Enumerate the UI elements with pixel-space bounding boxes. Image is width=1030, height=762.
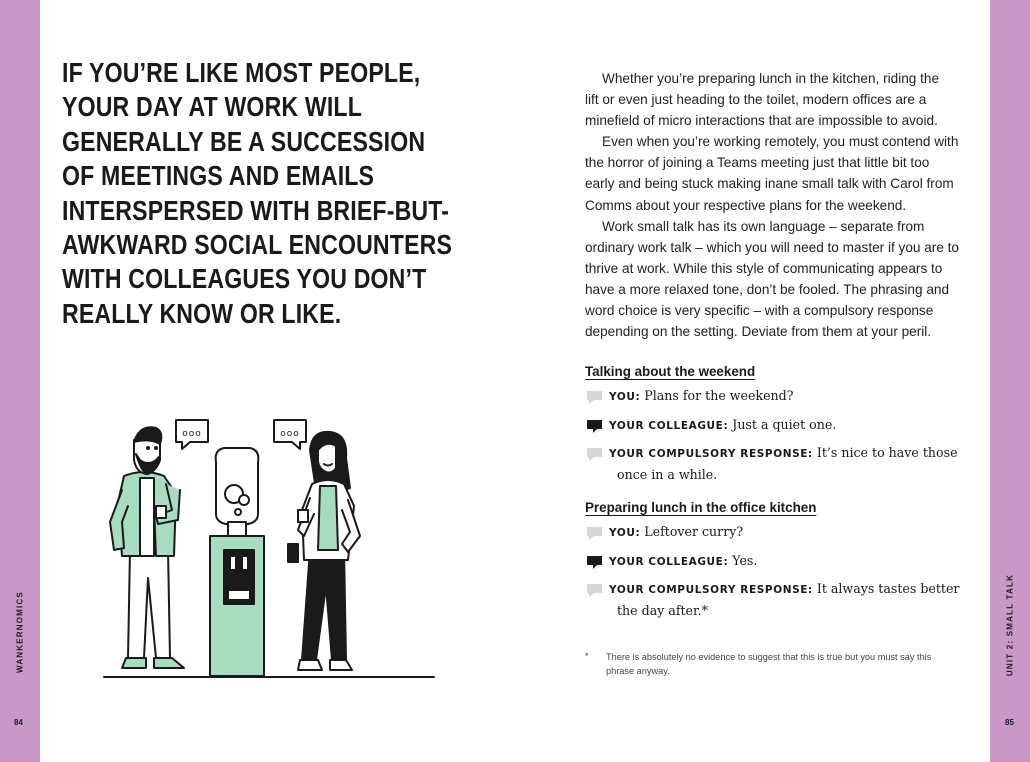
body-line: the horror of joining a Teams meeting just that little bit too	[585, 155, 930, 171]
body-line: lift or even just heading to the toilet, modern offices are a	[585, 92, 927, 108]
svg-text:ooo: ooo	[182, 429, 202, 439]
dialogue-text: It’s nice to have those	[816, 445, 958, 460]
speaker-label: YOUR COMPULSORY RESPONSE:	[609, 448, 813, 460]
man-figure	[110, 427, 184, 668]
dialogue-text: Leftover curry?	[644, 524, 744, 539]
body-line: Comms about your respective plans for the weekend.	[585, 197, 907, 213]
water-cooler-illustration	[98, 410, 438, 685]
section-heading: Preparing lunch in the office kitchen	[585, 500, 817, 515]
dialogue-line	[585, 579, 975, 620]
body-line: early and being stuck making inane small talk with Carol from	[585, 176, 954, 192]
headline-line: IF YOU’RE LIKE MOST PEOPLE,	[62, 57, 421, 88]
body-line: depending on the setting. Deviate from them at your peril.	[585, 324, 932, 340]
headline-line: GENERALLY BE A SUCCESSION	[62, 125, 426, 157]
headline	[62, 56, 453, 331]
dialogue-line	[585, 443, 975, 484]
body-line: Even when you’re working remotely, you must contend with	[602, 134, 959, 150]
body-line: word choice is very specific – with a compulsory response	[585, 303, 934, 319]
body-line: thrive at work. While this style of communicating appears to	[585, 260, 943, 276]
speaker-label: YOUR COLLEAGUE:	[609, 555, 729, 568]
headline-line: INTERSPERSED WITH BRIEF-BUT-	[62, 194, 450, 226]
headline-line: WITH COLLEAGUES YOU DON’T	[62, 263, 427, 295]
dialogue-text: It always tastes better	[816, 581, 960, 596]
headline-line: OF MEETINGS AND EMAILS	[62, 160, 375, 192]
page-number-right: 85	[1005, 718, 1014, 727]
woman-figure	[288, 432, 360, 670]
footnote	[585, 650, 955, 678]
speech-bubble-light-icon	[585, 582, 604, 599]
speech-bubble-light-icon	[585, 525, 604, 542]
headline-line: REALLY KNOW OR LIKE.	[62, 297, 342, 329]
body-line: have a more relaxed tone, don’t be fooled. The phrasing and	[585, 281, 950, 297]
dialogue-line	[585, 551, 975, 573]
body-paragraphs	[585, 68, 975, 342]
dialogue-continuation: once in a while.	[617, 466, 718, 482]
speaker-label: YOUR COLLEAGUE:	[609, 419, 729, 432]
dialogue-continuation: the day after.*	[617, 602, 708, 618]
footnote-line: There is absolutely no evidence to suggest that this is true but you must say this	[606, 652, 932, 662]
speech-bubble-icon	[274, 420, 306, 449]
section-heading: Talking about the weekend	[585, 364, 756, 379]
svg-text:ooo: ooo	[280, 429, 300, 439]
dialogue-text: Just a quiet one.	[732, 416, 837, 432]
speech-bubble-light-icon	[585, 389, 604, 406]
speech-bubble-icon	[176, 420, 208, 449]
dialogue-section-weekend	[585, 364, 975, 491]
dialogue-line	[585, 386, 975, 408]
dialogue-line	[585, 522, 975, 544]
headline-line: YOUR DAY AT WORK WILL	[62, 91, 362, 123]
footnote-marker: *	[585, 651, 589, 661]
dialogue-line	[585, 415, 975, 437]
headline-line: AWKWARD SOCIAL ENCOUNTERS	[62, 229, 453, 261]
book-title-running-head: WANKERNOMICS	[15, 591, 25, 673]
dialogue-text: Yes.	[732, 552, 758, 568]
body-line: Whether you’re preparing lunch in the kitchen, riding the	[602, 71, 940, 86]
speaker-label: YOUR COMPULSORY RESPONSE:	[609, 584, 813, 596]
page-number-left: 84	[14, 718, 23, 727]
speech-bubble-dark-icon	[585, 418, 604, 435]
chapter-running-head: UNIT 2: SMALL TALK	[1005, 573, 1015, 677]
body-line: minefield of micro interactions that are impossible to avoid.	[585, 113, 938, 129]
speech-bubble-light-icon	[585, 446, 604, 463]
dialogue-section-lunch	[585, 500, 975, 627]
footnote-line: phrase anyway.	[606, 666, 670, 676]
water-cooler	[210, 448, 264, 676]
dialogue-text: Plans for the weekend?	[644, 388, 794, 403]
speaker-label: YOU:	[609, 527, 641, 539]
body-line: ordinary work talk – which you will need to master if you are to	[585, 239, 959, 255]
speaker-label: YOU:	[609, 391, 641, 403]
body-line: Work small talk has its own language – separate from	[602, 218, 925, 234]
speech-bubble-dark-icon	[585, 554, 604, 571]
